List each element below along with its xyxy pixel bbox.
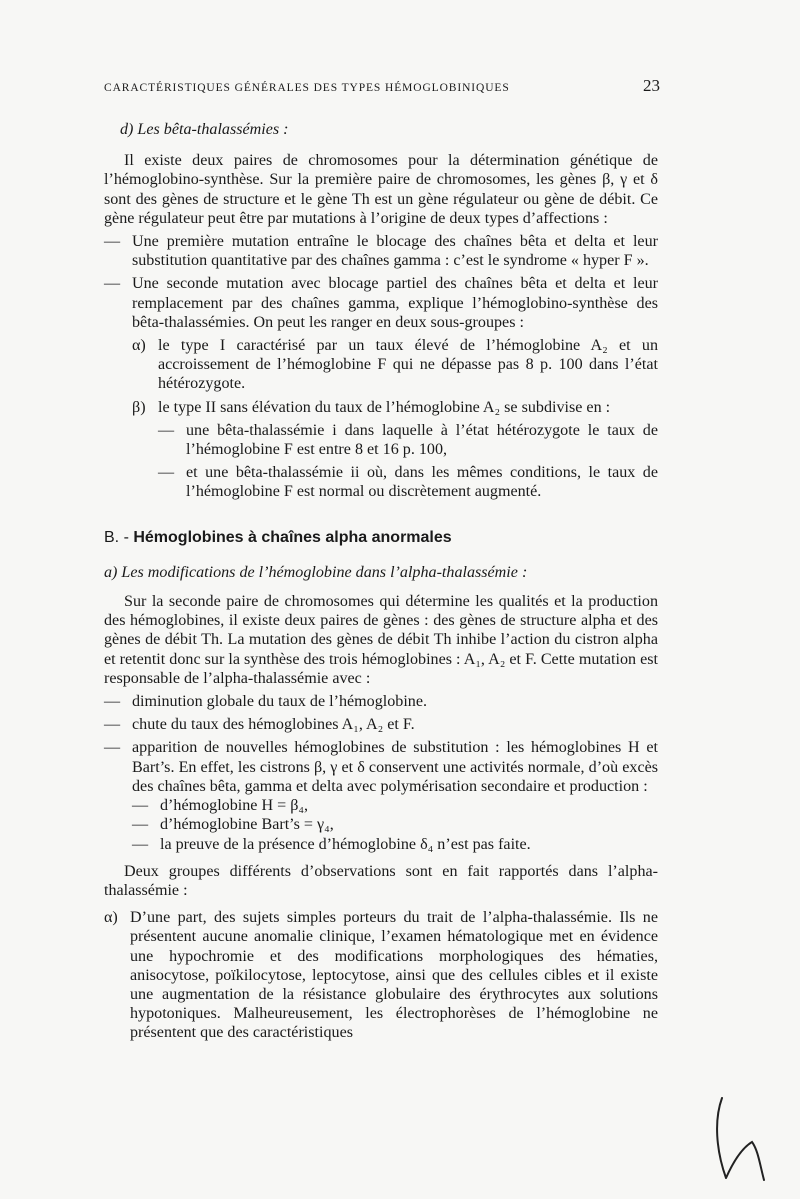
greek-marker: α) bbox=[104, 909, 118, 927]
dash-marker: — bbox=[104, 233, 121, 251]
list-item bbox=[132, 796, 658, 815]
list-item bbox=[104, 232, 658, 270]
list-item bbox=[104, 738, 658, 796]
dash-marker: — bbox=[132, 835, 149, 853]
greek-marker: α) bbox=[132, 337, 146, 355]
list-item bbox=[104, 692, 658, 711]
running-head-title: CARACTÉRISTIQUES GÉNÉRALES DES TYPES HÉMOGLOBINIQUES bbox=[104, 82, 510, 94]
greek-marker: β) bbox=[132, 398, 146, 416]
list-item bbox=[104, 274, 658, 332]
subsubtype-list bbox=[158, 421, 658, 502]
list-item-text: Une première mutation entraîne le blocage des chaînes bêta et delta et leur substitution quantitative par des chaînes gamma : c’est le syndrome « hyper F ». bbox=[132, 233, 658, 270]
list-item bbox=[104, 715, 658, 734]
subtype-text: le type II sans élévation du taux de l’hémoglobine A₂ se subdivise en : bbox=[158, 398, 611, 416]
section-b-title: Hémoglobines à chaînes alpha anormales bbox=[133, 528, 452, 546]
dash-marker: — bbox=[104, 739, 121, 757]
section-a-intro: Sur la seconde paire de chromosomes qui détermine les qualités et la production des hémoglobines, il existe deux paires de gènes : des gènes de structure alpha et des gènes de débit Th. La mutation des gènes de débit Th inhibe l’action du cistron alpha et retentit donc sur la synthèse des trois hémoglobines : A₁, A₂ et F. Cette mutation est responsable de l’alpha-thalassémie avec : bbox=[104, 593, 658, 687]
subtype-item bbox=[132, 398, 658, 417]
dash-marker: — bbox=[158, 421, 175, 439]
dash-marker: — bbox=[104, 275, 121, 293]
dash-marker: — bbox=[104, 716, 121, 734]
section-b-heading bbox=[104, 528, 658, 547]
dash-marker: — bbox=[132, 797, 149, 815]
groups-intro: Deux groupes différents d’observations sont en fait rapportés dans l’alpha-thalassémie : bbox=[104, 862, 658, 899]
list-item-text: d’hémoglobine H = β₄, bbox=[160, 797, 309, 815]
page-body bbox=[104, 120, 658, 1043]
list-item-text: chute du taux des hémoglobines A₁, A₂ et F. bbox=[132, 716, 415, 734]
handwritten-mark bbox=[708, 1090, 768, 1185]
group-alpha-text: D’une part, des sujets simples porteurs du trait de l’alpha-thalassémie. Ils ne présentent aucune anomalie clinique, l’examen hématologique met en évidence une hypochromie et des modifications morphologiques des hématies, anisocytose, poïkilocytose, leptocytose, ainsi que des cellules cibles et il existe une augmentation de la résistance globulaire des érythrocytes aux solutions hypotoniques. Malheureusement, les électrophorèses de l’hémoglobine ne présentent que des caractéristiques bbox=[130, 909, 658, 1042]
list-item-text: diminution globale du taux de l’hémoglobine. bbox=[132, 693, 427, 711]
dash-marker: — bbox=[104, 693, 121, 711]
list-item-text: d’hémoglobine Bart’s = γ₄, bbox=[160, 816, 334, 834]
section-b-prefix: B. - bbox=[104, 528, 129, 546]
list-item-text: et une bêta-thalassémie ii où, dans les mêmes conditions, le taux de l’hémoglobine F est normal ou discrètement augmenté. bbox=[186, 464, 658, 501]
section-d-heading: d) Les bêta-thalassémies : bbox=[120, 121, 289, 138]
page-number: 23 bbox=[643, 76, 660, 95]
list-item-text: Une seconde mutation avec blocage partiel des chaînes bêta et delta et leur remplacement par des chaînes gamma, explique l’hémoglobino-synthèse des bêta-thalassémies. On peut les ranger en deux sous-groupes : bbox=[132, 275, 658, 331]
production-list bbox=[132, 796, 658, 854]
list-item bbox=[132, 835, 658, 854]
dash-marker: — bbox=[158, 464, 175, 482]
list-item bbox=[158, 463, 658, 501]
dash-marker: — bbox=[132, 816, 149, 834]
subtype-text: le type I caractérisé par un taux élevé de l’hémoglobine A₂ et un accroissement de l’hémoglobine F qui ne dépasse pas 8 p. 100 dans l’état hétérozygote. bbox=[158, 337, 658, 393]
list-item-text: apparition de nouvelles hémoglobines de substitution : les hémoglobines H et Bart’s. En effet, les cistrons β, γ et δ conservent une activités normale, d’où excès des chaînes bêta, gamma et delta avec polymérisation secondaire et production : bbox=[132, 739, 658, 795]
section-d-intro: Il existe deux paires de chromosomes pour la détermination génétique de l’hémoglobino-synthèse. Sur la première paire de chromosomes, les gènes β, γ et δ sont des gènes de structure et le gène Th est un gène régulateur ou gène de débit. Ce gène régulateur peut être par mutations à l’origine de deux types d’affections : bbox=[104, 152, 658, 227]
running-head bbox=[104, 76, 660, 96]
group-alpha bbox=[104, 908, 658, 1042]
list-item-text: la preuve de la présence d’hémoglobine δ₄ n’est pas faite. bbox=[160, 835, 531, 853]
subtype-item bbox=[132, 336, 658, 394]
list-item bbox=[158, 421, 658, 459]
section-a-heading: a) Les modifications de l’hémoglobine dans l’alpha-thalassémie : bbox=[104, 563, 528, 581]
list-item bbox=[132, 815, 658, 834]
list-item-text: une bêta-thalassémie i dans laquelle à l’état hétérozygote le taux de l’hémoglobine F est entre 8 et 16 p. 100, bbox=[186, 421, 658, 459]
